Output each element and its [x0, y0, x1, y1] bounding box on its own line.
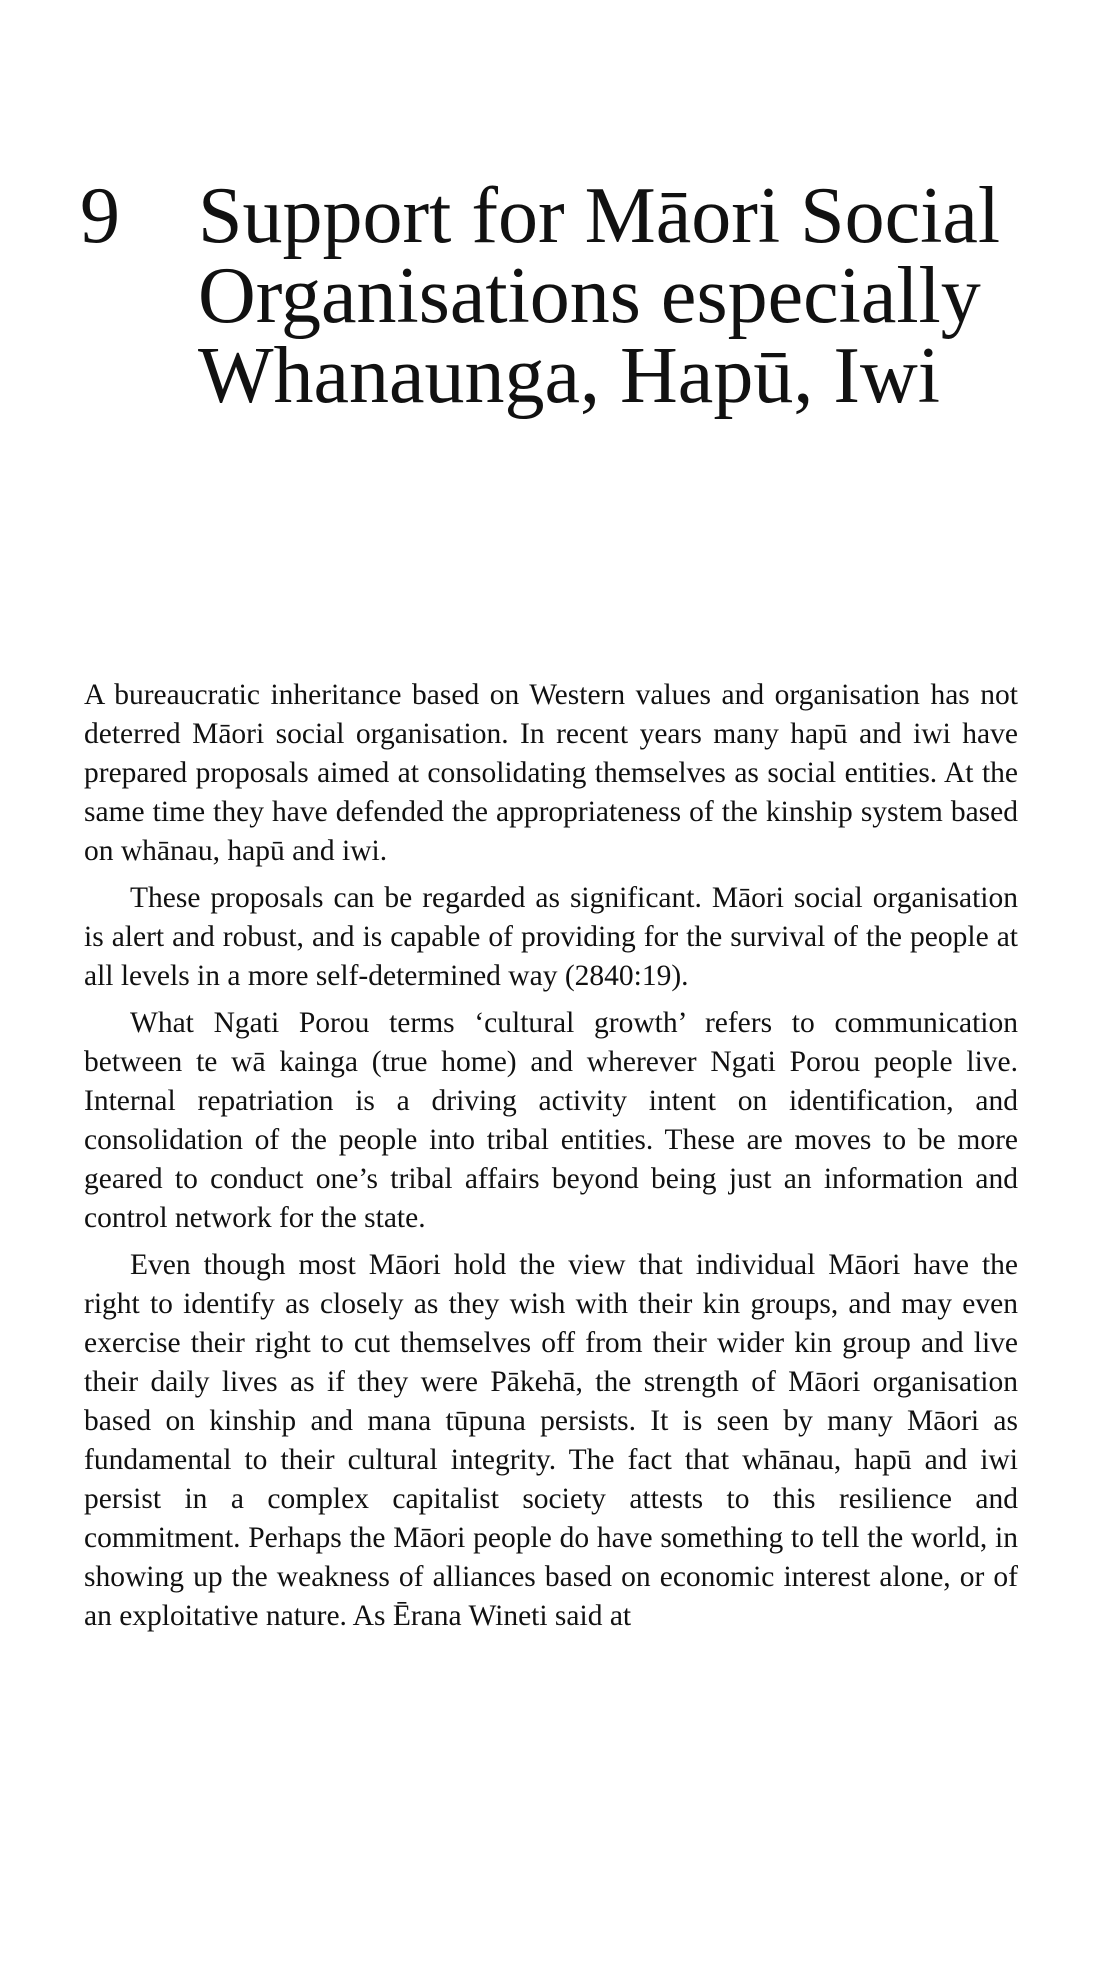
chapter-title-line: Whanaunga, Hapū, Iwi [198, 332, 940, 420]
paragraph: Even though most Māori hold the view that individual Māori have the right to identify as closely as they wish with their kin groups, and may even exercise their right to cut themselves off from their wider kin group and live their daily lives as if they were Pākehā, the strength of Māori organisation based on kinship and mana tūpuna persists. It is seen by many Māori as fundamental to their cultural integrity. The fact that whānau, hapū and iwi persist in a complex capitalist society attests to this resilience and commitment. Perhaps the Māori people do have something to tell the world, in showing up the weakness of alliances based on economic interest alone, or of an exploitative nature. As Ērana Wineti said at [84, 1249, 1018, 1632]
body-text [84, 676, 1018, 1644]
paragraph: What Ngati Porou terms ‘cultural growth’ refers to communication between te wā kainga (true home) and wherever Ngati Porou people live. Internal repatriation is a driving activity intent on identification, and consolidation of the people into tribal entities. These are moves to be more geared to conduct one’s tribal affairs beyond being just an information and control network for the state. [84, 1007, 1018, 1234]
chapter-title-line: Support for Māori Social [198, 172, 1001, 260]
paragraph: These proposals can be regarded as significant. Māori social organisation is alert and robust, and is capable of providing for the survival of the people at all levels in a more self-determined way (2840:19). [84, 882, 1018, 992]
chapter-title [198, 172, 1001, 420]
chapter-number: 9 [80, 172, 120, 260]
paragraph: A bureaucratic inheritance based on Western values and organisation has not deterred Māori social organisation. In recent years many hapū and iwi have prepared proposals aimed at consolidating themselves as social entities. At the same time they have defended the appropriateness of the kinship system based on whānau, hapū and iwi. [84, 679, 1018, 867]
chapter-title-line: Organisations especially [198, 252, 981, 340]
